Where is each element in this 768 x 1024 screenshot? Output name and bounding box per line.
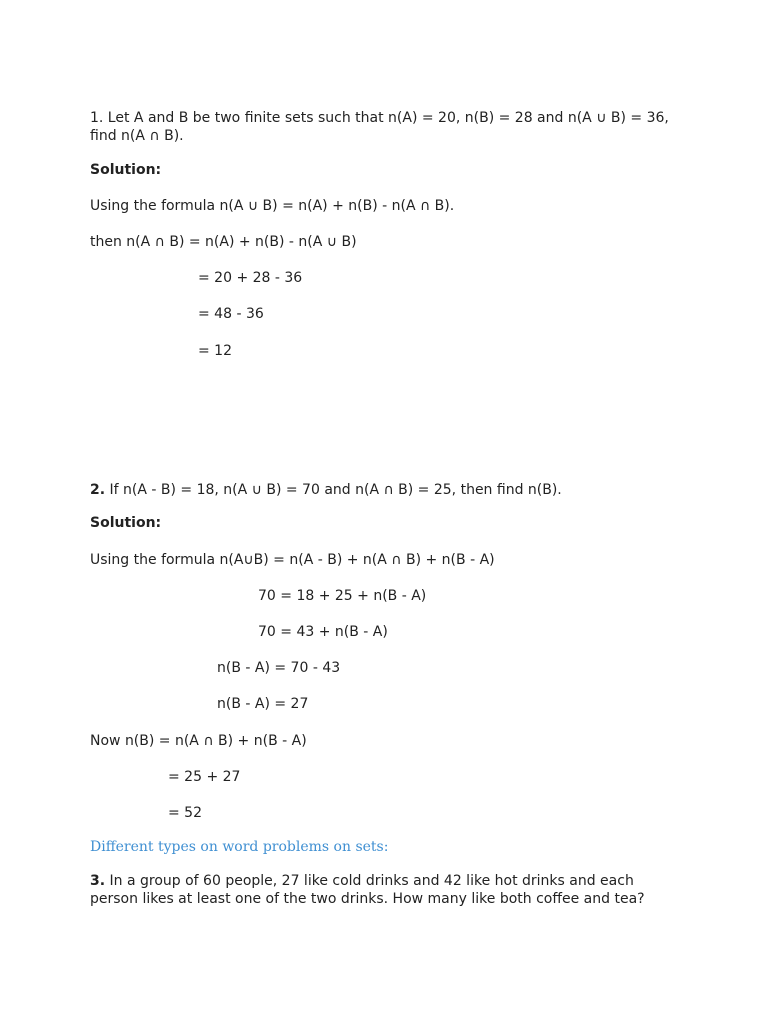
problem-1-step-2: = 48 - 36 <box>198 306 264 322</box>
problem-2-now-line: Now n(B) = n(A ∩ B) + n(B - A) <box>90 733 307 749</box>
problem-2-step-6: = 52 <box>168 805 202 821</box>
problem-2-step-3: n(B - A) = 70 - 43 <box>217 660 341 676</box>
problem-1-step-1: = 20 + 28 - 36 <box>198 270 303 286</box>
problem-2-step-5: = 25 + 27 <box>168 769 241 785</box>
problem-2-text: If n(A - B) = 18, n(A ∪ B) = 70 and n(A ∩ B) = 25, then find n(B). <box>105 482 562 498</box>
problem-1-formula: Using the formula n(A ∪ B) = n(A) + n(B) - n(A ∩ B). <box>90 198 455 214</box>
problem-3-text: In a group of 60 people, 27 like cold drinks and 42 like hot drinks and each person likes at least one of the two drinks. How many like both coffee and tea? <box>90 873 645 907</box>
problem-2-statement <box>90 481 562 499</box>
problem-2-step-1: 70 = 18 + 25 + n(B - A) <box>258 588 427 604</box>
problem-1-solution-label: Solution: <box>90 162 162 178</box>
problem-3-number: 3. <box>90 873 106 889</box>
problem-1-statement: 1. Let A and B be two finite sets such that n(A) = 20, n(B) = 28 and n(A ∪ B) = 36, find n(A ∩ B). <box>90 110 669 144</box>
word-problems-link[interactable]: Different types on word problems on sets: <box>90 839 389 855</box>
problem-3-statement <box>90 872 686 908</box>
problem-2-step-2: 70 = 43 + n(B - A) <box>258 624 388 640</box>
problem-2-solution-label: Solution: <box>90 515 162 531</box>
problem-1-step-3: = 12 <box>198 343 232 359</box>
problem-2-step-4: n(B - A) = 27 <box>217 696 309 712</box>
problem-1-then-line: then n(A ∩ B) = n(A) + n(B) - n(A ∪ B) <box>90 234 357 250</box>
problem-2-formula: Using the formula n(A∪B) = n(A - B) + n(A ∩ B) + n(B - A) <box>90 552 495 568</box>
problem-2-number: 2. <box>90 482 106 498</box>
